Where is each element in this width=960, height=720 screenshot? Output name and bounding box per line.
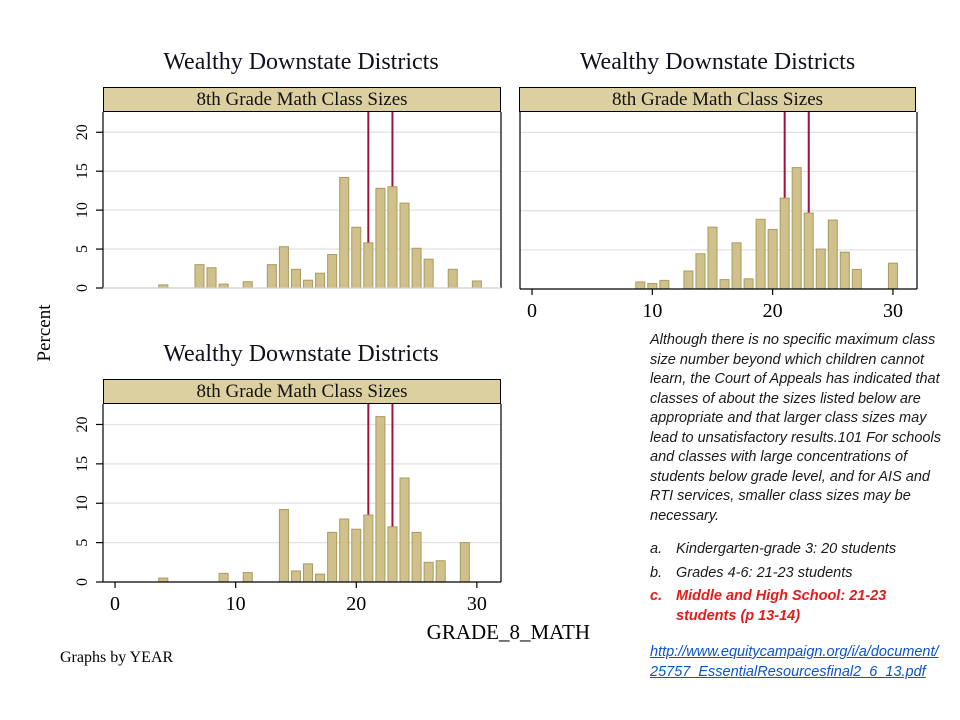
histogram-bar [352, 529, 361, 582]
annotation-paragraph: Although there is no specific maximum class size number beyond which children cannot learn, the Court of Appeals has indicated that classes of about the sizes listed below are appropriate and that larger class sizes may lead to unsatisfactory results.101 For schools and classes with large concentrations of students below grade level, and for AIS and RTI services, smaller class sizes may be necessary. [650, 332, 941, 524]
y-tick-label: 10 [74, 202, 91, 219]
histogram-bar [888, 263, 897, 289]
histogram-bar [388, 527, 397, 582]
annotation-panel [650, 331, 942, 682]
list-item-marker: c. [650, 588, 663, 604]
histogram-bar [364, 515, 373, 582]
histogram-bar [460, 543, 469, 582]
panel-subtitle-band: 8th Grade Math Class Sizes [103, 87, 501, 112]
histogram-bar [732, 243, 741, 289]
histogram-bar [756, 219, 765, 289]
histogram-bar [780, 198, 789, 289]
histogram-bar [376, 417, 385, 582]
list-item-marker: a. [650, 541, 663, 557]
histogram-bar [472, 281, 481, 288]
histogram-bar [376, 188, 385, 288]
histogram-bar [436, 561, 445, 582]
histogram-bar [328, 532, 337, 582]
histogram-bar [340, 519, 349, 582]
list-item-marker: b. [650, 564, 663, 581]
histogram-bar [804, 213, 813, 289]
y-tick-label: 10 [74, 495, 91, 512]
x-axis-label: GRADE_8_MATH [426, 620, 590, 644]
list-item [650, 587, 942, 626]
panel-subtitle-band: 8th Grade Math Class Sizes [519, 87, 916, 112]
histogram-bar [424, 259, 433, 288]
panel-title: Wealthy Downstate Districts [579, 49, 856, 75]
histogram-bar [388, 187, 397, 288]
histogram-bar [243, 573, 252, 582]
list-item-text: Kindergarten-grade 3: 20 students [676, 541, 897, 557]
y-tick-label: 5 [74, 245, 91, 254]
histogram-bar [660, 280, 669, 289]
histogram-bar [316, 273, 325, 288]
histogram-bar [340, 177, 349, 288]
x-tick-label: 0 [110, 593, 121, 615]
histogram-bar [400, 478, 409, 582]
histogram-plot [519, 112, 919, 327]
histogram-bar [291, 269, 300, 288]
y-tick-label: 20 [74, 124, 91, 141]
list-item-text: Grades 4-6: 21-23 students [676, 564, 853, 581]
y-tick-label: 5 [74, 538, 91, 547]
histogram-bar [448, 269, 457, 288]
histogram-bar [400, 203, 409, 288]
y-axis-label: Percent [34, 304, 55, 362]
histogram-plot [60, 404, 516, 619]
histogram-bar [352, 227, 361, 288]
histogram-bar [328, 255, 337, 288]
list-item-text: Middle and High School: 21-23 students (p 13-14) [676, 588, 887, 624]
histogram-bar [195, 265, 204, 288]
histogram-bar [424, 562, 433, 582]
y-tick-label: 15 [74, 455, 91, 472]
histogram-plot [60, 112, 516, 312]
y-tick-label: 0 [74, 284, 91, 292]
histogram-bar [684, 271, 693, 289]
x-tick-label: 10 [642, 300, 663, 322]
histogram-bar [708, 227, 717, 289]
histogram-bar [219, 573, 228, 582]
histogram-bar [852, 269, 861, 289]
histogram-bar [267, 265, 276, 288]
histogram-bar [279, 510, 288, 582]
y-tick-label: 15 [74, 163, 91, 180]
histogram-bar [792, 168, 801, 289]
panel-title: Wealthy Downstate Districts [163, 49, 439, 75]
histogram-bar [304, 564, 313, 582]
list-item [650, 564, 942, 584]
histogram-bar [636, 282, 645, 289]
graphs-by-note: Graphs by YEAR [60, 649, 174, 666]
y-tick-label: 0 [74, 578, 91, 586]
x-tick-label: 0 [527, 300, 538, 322]
histogram-bar [412, 532, 421, 582]
annotation-list [650, 540, 942, 626]
histogram-bar [744, 279, 753, 289]
histogram-bar [243, 282, 252, 288]
panel-subtitle-band: 8th Grade Math Class Sizes [103, 379, 501, 404]
x-tick-label: 10 [225, 593, 246, 615]
histogram-bar [816, 249, 825, 289]
x-tick-label: 30 [466, 593, 487, 615]
y-tick-label: 20 [74, 416, 91, 433]
document-link[interactable]: http://www.equitycampaign.org/i/a/document/25757_EssentialResourcesfinal2_6_13.pdf [650, 644, 939, 680]
histogram-bar [364, 243, 373, 288]
x-tick-label: 20 [346, 593, 367, 615]
histogram-bar [412, 248, 421, 288]
histogram-bar [840, 252, 849, 289]
list-item [650, 540, 942, 560]
histogram-bar [316, 574, 325, 582]
histogram-bar [648, 284, 657, 289]
x-tick-label: 30 [882, 300, 903, 322]
histogram-bar [291, 571, 300, 582]
x-tick-label: 20 [762, 300, 783, 322]
histogram-bar [279, 247, 288, 288]
histogram-bar [207, 268, 216, 288]
panel-title: Wealthy Downstate Districts [163, 341, 439, 367]
histogram-bar [828, 220, 837, 289]
histogram-bar [768, 229, 777, 289]
histogram-bar [720, 280, 729, 289]
histogram-bar [304, 280, 313, 288]
histogram-bar [696, 254, 705, 289]
